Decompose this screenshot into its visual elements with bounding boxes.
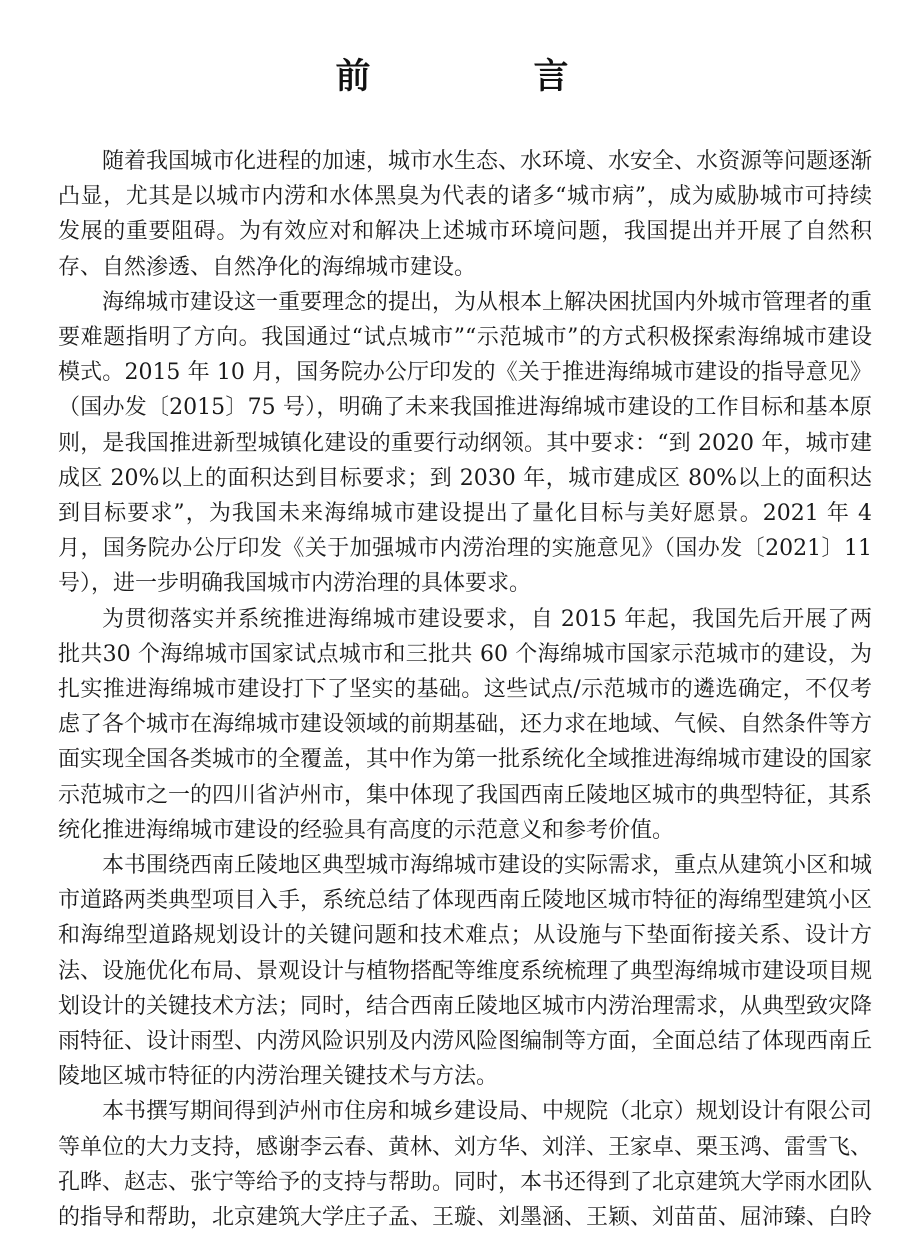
paragraph: 本书围绕西南丘陵地区典型城市海绵城市建设的实际需求，重点从建筑小区和城市道路两类典型项目入手，系统总结了体现西南丘陵地区城市特征的海绵型建筑小区和海绵型道路规划设计的关键问题和技术难点；从设施与下垫面衔接关系、设计方法、设施优化布局、景观设计与植物搭配等维度系统梳理了典型海绵城市建设项目规划设计的关键技术方法；同时，结合西南丘陵地区城市内涝治理需求，从典型致灾降雨特征、设计雨型、内涝风险识别及内涝风险图编制等方面，全面总结了体现西南丘陵地区城市特征的内涝治理关键技术与方法。	[58, 853, 873, 1090]
preface-body	[58, 144, 872, 1235]
paragraph: 本书撰写期间得到泸州市住房和城乡建设局、中规院（北京）规划设计有限公司等单位的大力支持，感谢李云春、黄林、刘方华、刘洋、王家卓、栗玉鸿、雷雪飞、孔晔、赵志、张宁等给予的支持与帮助。同时，本书还得到了北京建筑大学雨水团队的指导和帮助，北京建筑大学庄子孟、王璇、刘墨涵、王颖、刘苗苗、屈沛臻、白昤	[58, 1099, 873, 1231]
paragraph: 随着我国城市化进程的加速，城市水生态、水环境、水安全、水资源等问题逐渐凸显，尤其是以城市内涝和水体黑臭为代表的诸多“城市病”，成为威胁城市可持续发展的重要阻碍。为有效应对和解决上述城市环境问题，我国提出并开展了自然积存、自然渗透、自然净化的海绵城市建设。	[58, 149, 873, 280]
page-title: 前 言	[335, 56, 633, 97]
paragraph: 海绵城市建设这一重要理念的提出，为从根本上解决困扰国内外城市管理者的重要难题指明了方向。我国通过“试点城市”“示范城市”的方式积极探索海绵城市建设模式。2015 年 10 月，国务院办公厅印发的《关于推进海绵城市建设的指导意见》（国办发〔2015〕75 号），明确了未来我国推进海绵城市建设的工作目标和基本原则，是我国推进新型城镇化建设的重要行动纲领。其中要求：“到 2020 年，城市建成区 20%以上的面积达到目标要求；到 2030 年，城市建成区 80%以上的面积达到目标要求”，为我国未来海绵城市建设提出了量化目标与美好愿景。2021 年 4 月，国务院办公厅印发《关于加强城市内涝治理的实施意见》（国办发〔2021〕11 号），进一步明确我国城市内涝治理的具体要求。	[58, 289, 873, 597]
paragraph: 为贯彻落实并系统推进海绵城市建设要求，自 2015 年起，我国先后开展了两批共30 个海绵城市国家试点城市和三批共 60 个海绵城市国家示范城市的建设，为扎实推进海绵城市建设打下了坚实的基础。这些试点/示范城市的遴选确定，不仅考虑了各个城市在海绵城市建设领域的前期基础，还力求在地域、气候、自然条件等方面实现全国各类城市的全覆盖，其中作为第一批系统化全域推进海绵城市建设的国家示范城市之一的四川省泸州市，集中体现了我国西南丘陵地区城市的典型特征，其系统化推进海绵城市建设的经验具有高度的示范意义和参考价值。	[58, 606, 873, 843]
